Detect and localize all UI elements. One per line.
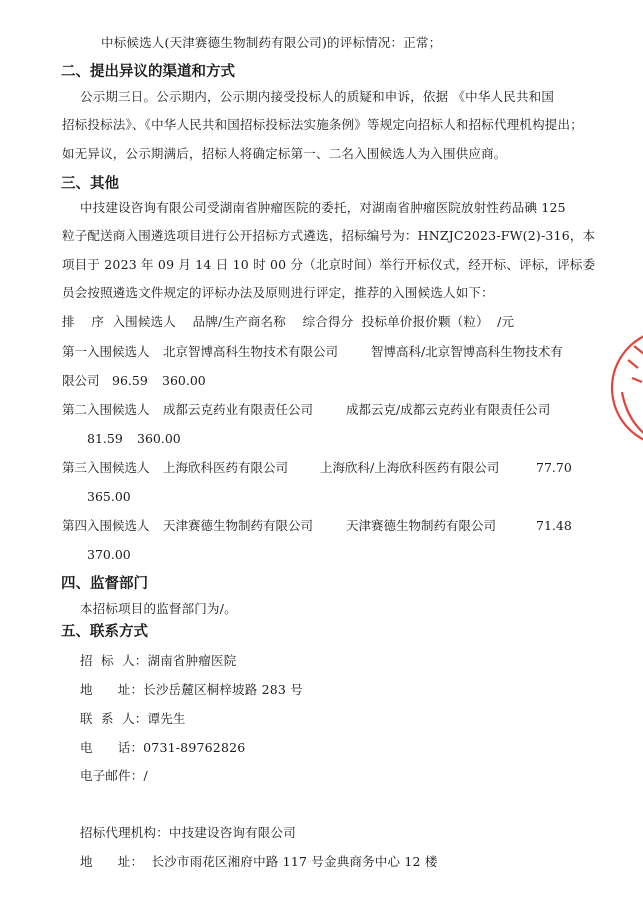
email-line: 电子邮件：/ [80,768,148,783]
seal-stamp [608,318,643,458]
row-4-brand: 天津赛德生物制药有限公司 [346,518,497,533]
row-4-name: 天津赛德生物制药有限公司 [163,518,314,533]
row-2-rank: 第二入围候选人 [62,402,150,417]
section-3-line: 中技建设咨询有限公司受湖南省肿瘤医院的委托，对湖南省肿瘤医院放射性药品碘 125 [80,200,566,215]
row-3-score: 77.70 [536,460,572,475]
row-3-name: 上海欣科医药有限公司 [163,460,289,475]
row-1-brand-cont: 限公司 [62,373,100,388]
row-3-brand: 上海欣科/上海欣科医药有限公司 [320,460,500,475]
row-1-rank: 第一入围候选人 [62,344,150,359]
contact-line: 联 系 人：谭先生 [80,711,186,726]
row-2-brand: 成都云克/成都云克药业有限责任公司 [346,402,551,417]
agency-line: 招标代理机构：中技建设咨询有限公司 [80,825,296,840]
row-1-brand: 智博高科/北京智博高科生物技术有 [371,344,563,359]
row-1-score: 96.59 [112,373,148,388]
row-3-price: 365.00 [87,489,131,504]
section-2-line: 招标投标法》、《中华人民共和国招标投标法实施条例》等规定向招标人和招标代理机构提出； [62,117,583,132]
agency-address-line: 地 址： 长沙市雨花区湘府中路 117 号金典商务中心 12 楼 [80,854,438,869]
section-3-line: 员会按照遴选文件规定的评标办法及原则进行评定，推荐的入围候选人如下： [62,285,494,300]
section-2-title: 二、提出异议的渠道和方式 [61,64,235,80]
phone-line: 电 话：0731-89762826 [80,740,246,755]
section-2-line: 公示期三日。公示期内，公示期内接受投标人的质疑和申诉，依据 《中华人民共和国 [80,89,555,104]
section-3-line: 粒子配送商入围遴选项目进行公开招标方式遴选，招标编号为：HNZJC2023-FW(2)-316，本 [62,228,596,243]
table-header: 排 序 入围候选人 品牌/生产商名称 综合得分 投标单价报价颗（粒） /元 [62,314,515,329]
row-3-rank: 第三入围候选人 [62,460,150,475]
row-4-price: 370.00 [87,547,131,562]
row-4-score: 71.48 [536,518,572,533]
address-line: 地 址：长沙岳麓区桐梓坡路 283 号 [80,682,303,697]
section-3-title: 三、其他 [61,176,119,192]
row-2-score: 81.59 [87,431,123,446]
section-4-title: 四、监督部门 [61,576,148,592]
intro-line: 中标候选人(天津赛德生物制药有限公司)的评标情况：正常； [101,35,442,50]
row-1-price: 360.00 [162,373,206,388]
section-5-title: 五、联系方式 [61,624,148,640]
section-2-line: 如无异议，公示期满后，招标人将确定标第一、二名入围候选人为入围供应商。 [62,146,507,161]
row-1-name: 北京智博高科生物技术有限公司 [163,344,339,359]
tenderer-line: 招 标 人：湖南省肿瘤医院 [80,653,237,668]
row-4-rank: 第四入围候选人 [62,518,150,533]
row-2-name: 成都云克药业有限责任公司 [163,402,314,417]
section-4-line: 本招标项目的监督部门为/。 [80,601,237,616]
section-3-line: 项目于 2023 年 09 月 14 日 10 时 00 分（北京时间）举行开标仪式，经开标、评标，评标委 [62,257,596,272]
row-2-price: 360.00 [137,431,181,446]
